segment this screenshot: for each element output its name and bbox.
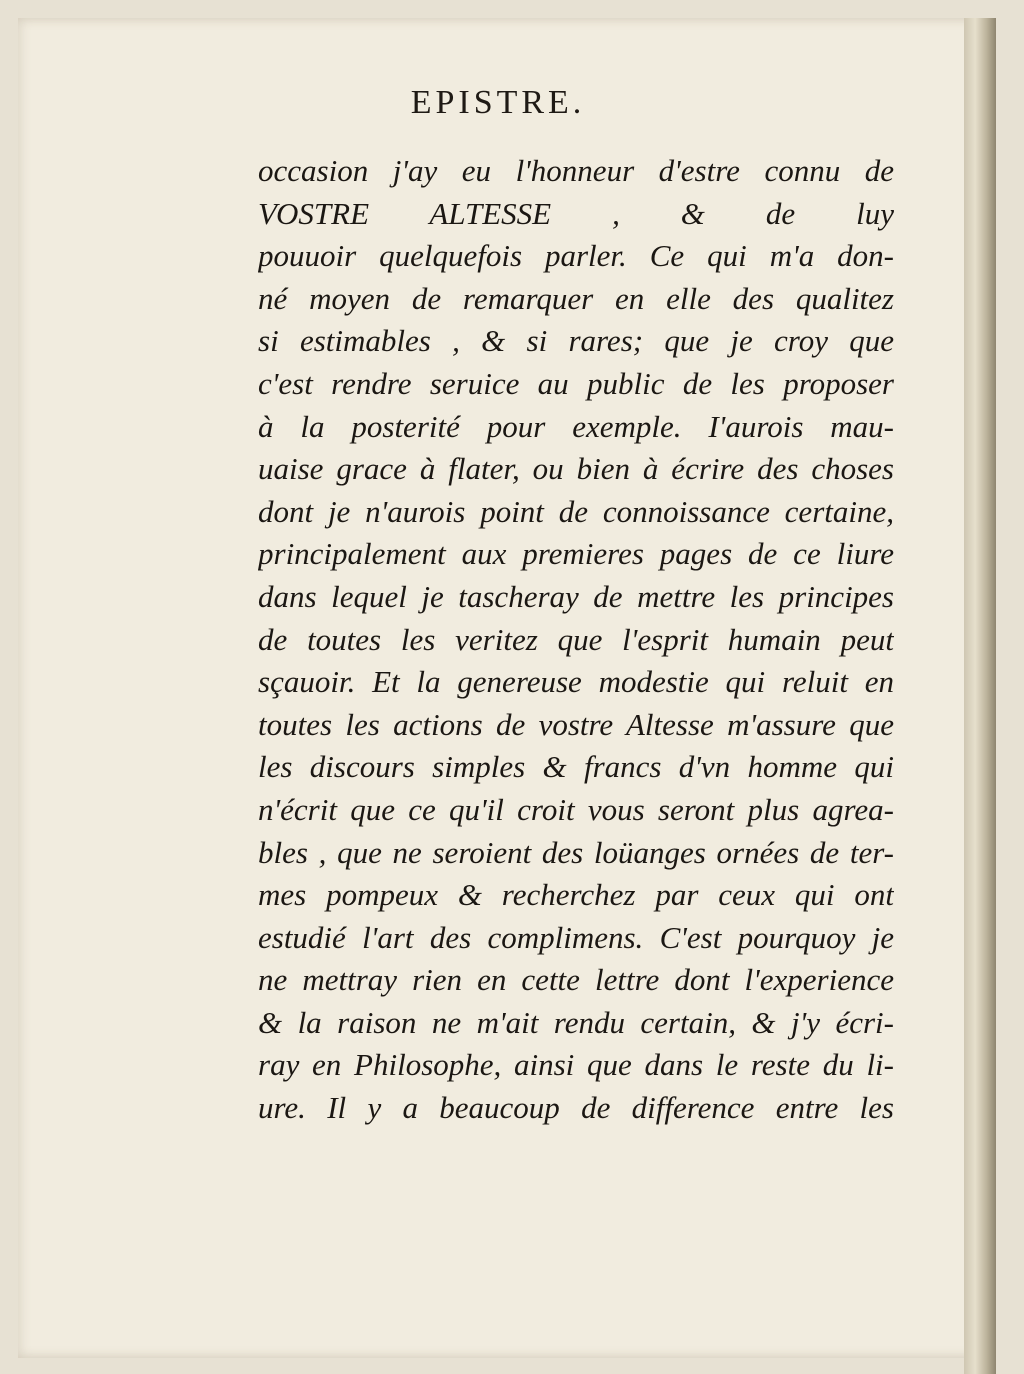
text-line: uaise grace à flater, ou bien à écrire des choses [258,451,894,487]
body-text [258,150,894,1130]
text-line: bles , que ne seroient des loüanges ornées de ter- [258,834,894,870]
text-line: dont je n'aurois point de connoissance certaine, [258,493,894,529]
text-line: & la raison ne m'ait rendu certain, & j'y écri- [258,1004,894,1040]
text-line: de toutes les veritez que l'esprit humain peut [258,621,894,657]
text-line: sçauoir. Et la genereuse modestie qui reluit en [258,664,894,700]
text-line: ure. Il y a beaucoup de difference entre les [258,1090,894,1126]
text-line: dans lequel je tascheray de mettre les principes [258,578,894,614]
text-line: né moyen de remarquer en elle des qualitez [258,280,894,316]
text-line: VOSTRE ALTESSE , & de luy [258,195,894,231]
text-line: ray en Philosophe, ainsi que dans le reste du li- [258,1047,894,1083]
book-gutter [964,18,996,1374]
text-line: estudié l'art des complimens. C'est pourquoy je [258,919,894,955]
text-line: principalement aux premieres pages de ce liure [258,536,894,572]
text-line: mes pompeux & recherchez par ceux qui ont [258,877,894,913]
text-line: pouuoir quelquefois parler. Ce qui m'a don- [258,238,894,274]
text-line: n'écrit que ce qu'il croit vous seront plus agrea- [258,791,894,827]
text-line: ne mettray rien en cette lettre dont l'experience [258,962,894,998]
text-line: toutes les actions de vostre Altesse m'assure que [258,706,894,742]
text-line: occasion j'ay eu l'honneur d'estre connu de [258,153,894,188]
text-line: si estimables , & si rares; que je croy que [258,323,894,359]
text-line: c'est rendre seruice au public de les proposer [258,365,894,401]
text-line: à la posterité pour exemple. I'aurois mau- [258,408,894,444]
running-head: EPISTRE. [410,84,586,121]
text-line: les discours simples & francs d'vn homme qui [258,749,894,785]
